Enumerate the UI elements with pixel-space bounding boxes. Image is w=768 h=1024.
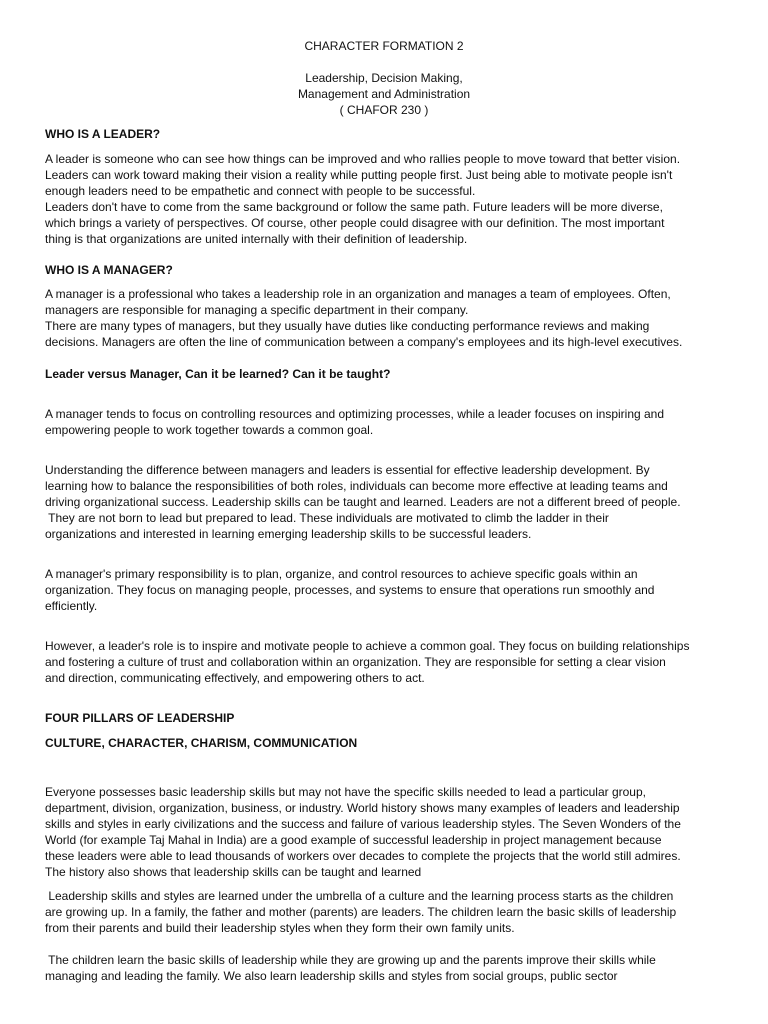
paragraph-line: Understanding the difference between managers and leaders is essential for effective leadership development. By bbox=[45, 463, 650, 477]
paragraph-line: Leaders can work toward making their vision a reality while putting people first. Just being able to motivate people isn't bbox=[45, 168, 673, 182]
paragraph-line: department, division, organization, business, or industry. World history shows many examples of leaders and leadership bbox=[45, 801, 680, 815]
paragraph-line: learning how to balance the responsibilities of both roles, individuals can become more effective at leading teams and bbox=[45, 479, 668, 493]
paragraph-line: and fostering a culture of trust and collaboration within an organization. They are responsible for setting a clear vision bbox=[45, 655, 666, 669]
paragraph-line: Leaders don't have to come from the same background or follow the same path. Future leaders will be more diverse, bbox=[45, 200, 663, 214]
paragraph-line: Leadership skills and styles are learned under the umbrella of a culture and the learning process starts as the children bbox=[45, 889, 674, 903]
paragraph-line: these leaders were able to lead thousands of workers over decades to complete the projects that the world still admires. bbox=[45, 849, 681, 863]
paragraph-line: The children learn the basic skills of leadership while they are growing up and the parents improve their skills while bbox=[45, 953, 656, 967]
paragraph-line: A manager's primary responsibility is to plan, organize, and control resources to achieve specific goals within an bbox=[45, 567, 638, 581]
paragraph-line: and direction, communicating effectively, and empowering others to act. bbox=[45, 671, 425, 685]
paragraph-line: managing and leading the family. We also learn leadership skills and styles from social groups, public sector bbox=[45, 969, 618, 983]
course-code: ( CHAFOR 230 ) bbox=[339, 103, 429, 117]
paragraph-line: The history also shows that leadership skills can be taught and learned bbox=[45, 865, 422, 879]
paragraph-line: organizations and interested in learning emerging leadership skills to be successful leaders. bbox=[45, 527, 532, 541]
section-heading-comparison: Leader versus Manager, Can it be learned? Can it be taught? bbox=[45, 367, 391, 381]
paragraph-line: decisions. Managers are often the line of communication between a company's employees and its high-level executives. bbox=[45, 335, 683, 349]
section-heading-pillars: FOUR PILLARS OF LEADERSHIP bbox=[45, 711, 235, 725]
paragraph-line: from their parents and build their leadership styles when they form their own family units. bbox=[45, 921, 515, 935]
section-subheading-pillars: CULTURE, CHARACTER, CHARISM, COMMUNICATION bbox=[45, 736, 358, 750]
paragraph-line: thing is that organizations are united internally with their definition of leadership. bbox=[45, 232, 468, 246]
paragraph-line: A manager is a professional who takes a leadership role in an organization and manages a team of employees. Often, bbox=[45, 287, 671, 301]
section-heading-leader: WHO IS A LEADER? bbox=[45, 127, 161, 141]
paragraph-line: A manager tends to focus on controlling resources and optimizing processes, while a leader focuses on inspiring and bbox=[45, 407, 665, 421]
subtitle-line: Management and Administration bbox=[297, 87, 471, 101]
paragraph-line: They are not born to lead but prepared to lead. These individuals are motivated to climb the ladder in their bbox=[45, 511, 609, 525]
paragraph-line: organization. They focus on managing people, processes, and systems to ensure that operations run smoothly and bbox=[45, 583, 655, 597]
document-title: CHARACTER FORMATION 2 bbox=[304, 39, 464, 53]
paragraph-line: skills and styles in early civilizations and the success and failure of various leadership styles. The Seven Wonders of the bbox=[45, 817, 681, 831]
paragraph-line: enough leaders need to be empathetic and connect with people to be successful. bbox=[45, 184, 476, 198]
section-heading-manager: WHO IS A MANAGER? bbox=[45, 263, 173, 277]
paragraph-line: efficiently. bbox=[45, 599, 98, 613]
paragraph-line: driving organizational success. Leadership skills can be taught and learned. Leaders are not a different breed of people. bbox=[45, 495, 681, 509]
paragraph-line: World (for example Taj Mahal in India) are a good example of successful leadership in project management because bbox=[45, 833, 662, 847]
paragraph-line: which brings a variety of perspectives. Of course, other people could disagree with our definition. The most important bbox=[45, 216, 665, 230]
paragraph-line: managers are responsible for managing a specific department in their company. bbox=[45, 303, 469, 317]
paragraph-line: A leader is someone who can see how things can be improved and who rallies people to move toward that better vision. bbox=[45, 152, 681, 166]
subtitle-line: Leadership, Decision Making, bbox=[305, 71, 463, 85]
paragraph-line: empowering people to work together towards a common goal. bbox=[45, 423, 374, 437]
paragraph-line: There are many types of managers, but they usually have duties like conducting performance reviews and making bbox=[45, 319, 650, 333]
paragraph-line: are growing up. In a family, the father and mother (parents) are leaders. The children learn the basic skills of leadership bbox=[45, 905, 677, 919]
paragraph-line: Everyone possesses basic leadership skills but may not have the specific skills needed to lead a particular group, bbox=[45, 785, 646, 799]
paragraph-line: However, a leader's role is to inspire and motivate people to achieve a common goal. They focus on building relationships bbox=[45, 639, 690, 653]
